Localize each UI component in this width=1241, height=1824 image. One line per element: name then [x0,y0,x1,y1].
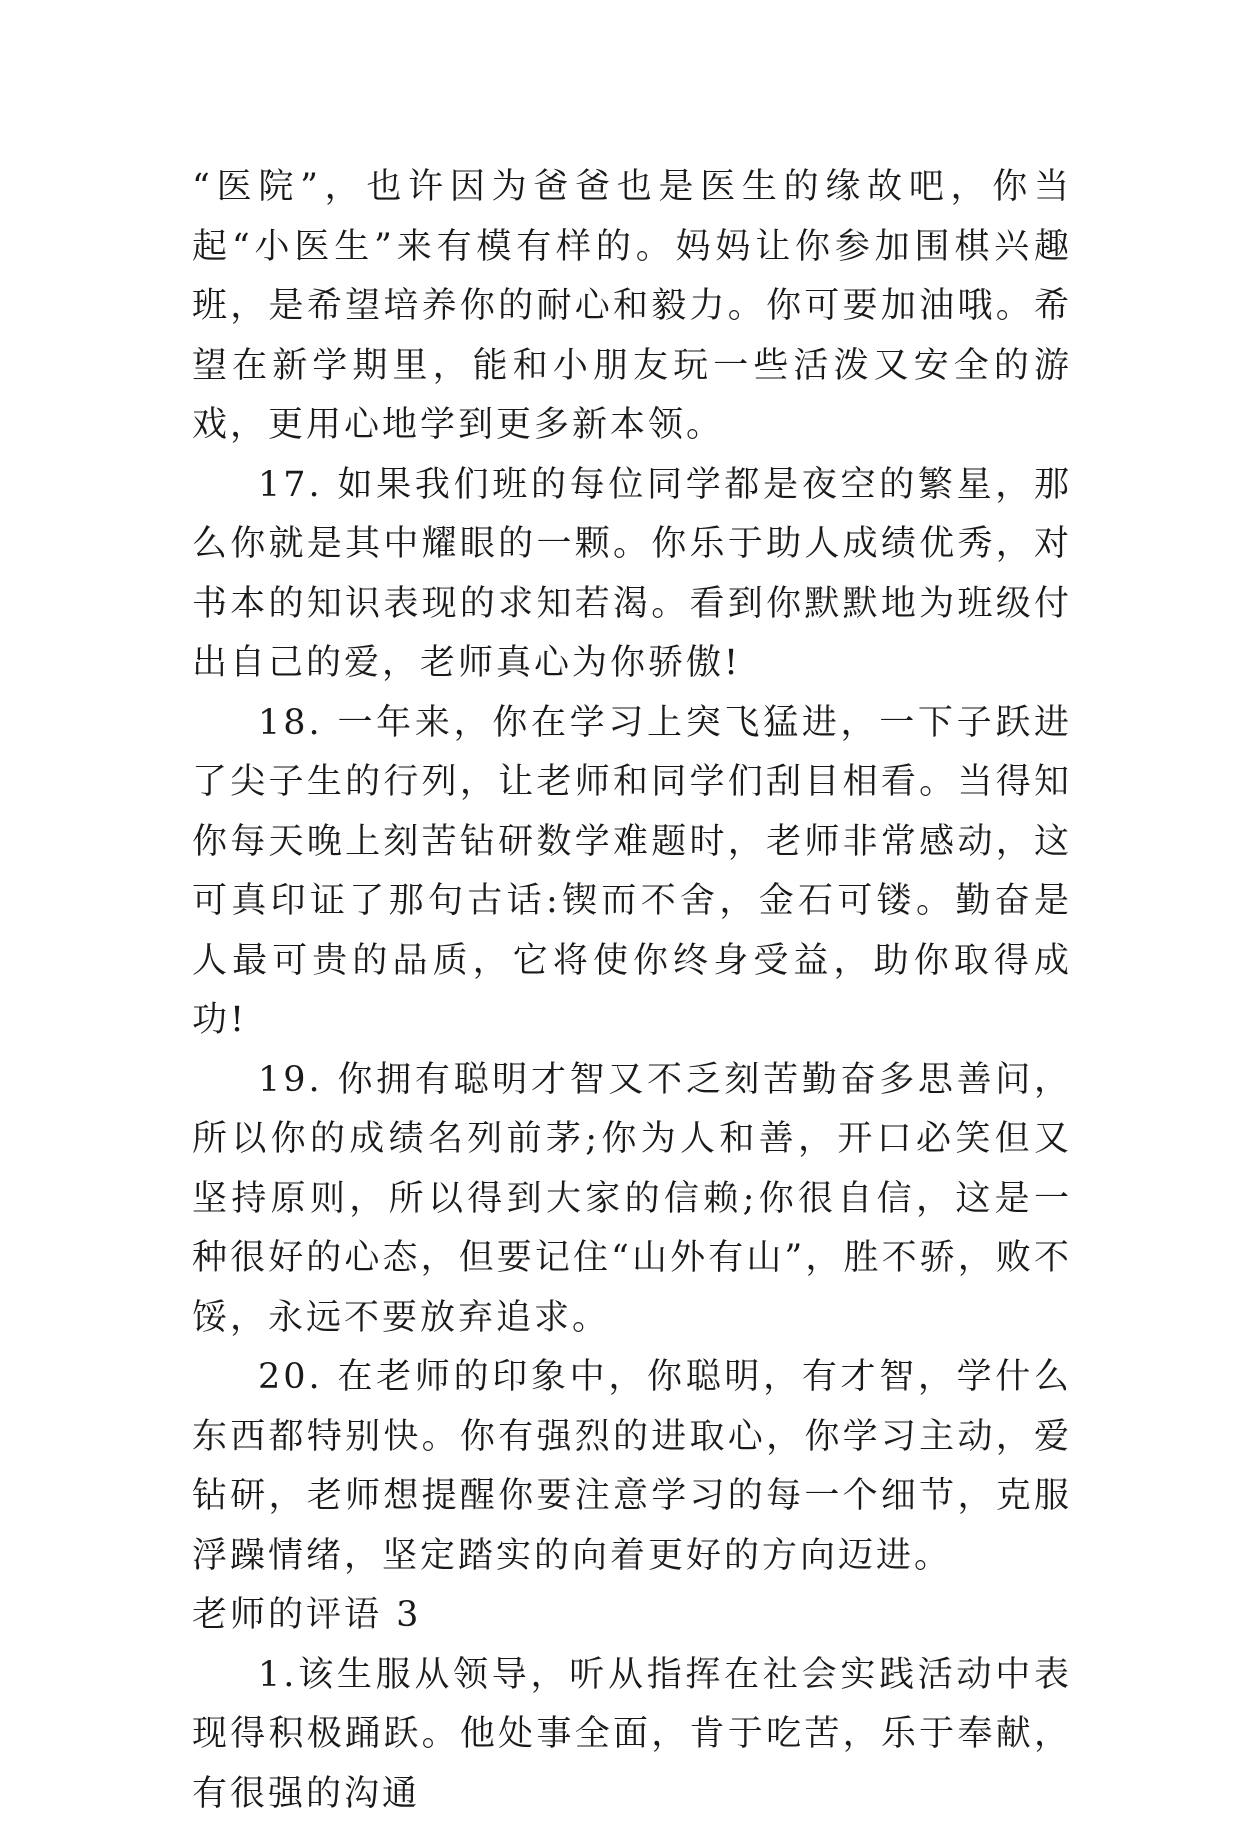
paragraph-item-18: 18. 一年来，你在学习上突飞猛进，一下子跃进了尖子生的行列，让老师和同学们刮目相看。当得知你每天晚上刻苦钻研数学难题时，老师非常感动，这可真印证了那句古话:锲而不舍，金石可镂。勤奋是人最可贵的品质，它将使你终身受益，助你取得成功! [192,694,1072,1051]
section-heading: 老师的评语 3 [192,1586,1072,1646]
paragraph-item-17: 17. 如果我们班的每位同学都是夜空的繁星，那么你就是其中耀眼的一颗。你乐于助人成绩优秀，对书本的知识表现的求知若渴。看到你默默地为班级付出自己的爱，老师真心为你骄傲! [192,456,1072,694]
document-body [192,158,1072,1824]
paragraph-item-20: 20. 在老师的印象中，你聪明，有才智，学什么东西都特别快。你有强烈的进取心，你学习主动，爱钻研，老师想提醒你要注意学习的每一个细节，克服浮躁情绪，坚定踏实的向着更好的方向迈进。 [192,1348,1072,1586]
paragraph-item-19: 19. 你拥有聪明才智又不乏刻苦勤奋多思善问，所以你的成绩名列前茅;你为人和善，开口必笑但又坚持原则，所以得到大家的信赖;你很自信，这是一种很好的心态，但要记住“山外有山”，胜不骄，败不馁，永远不要放弃追求。 [192,1051,1072,1349]
paragraph-item-1: 1.该生服从领导，听从指挥在社会实践活动中表现得积极踊跃。他处事全面，肯于吃苦，乐于奉献，有很强的沟通 [192,1646,1072,1824]
paragraph-continuation: “医院”，也许因为爸爸也是医生的缘故吧，你当起“小医生”来有模有样的。妈妈让你参加围棋兴趣班，是希望培养你的耐心和毅力。你可要加油哦。希望在新学期里，能和小朋友玩一些活泼又安全的游戏，更用心地学到更多新本领。 [192,158,1072,456]
